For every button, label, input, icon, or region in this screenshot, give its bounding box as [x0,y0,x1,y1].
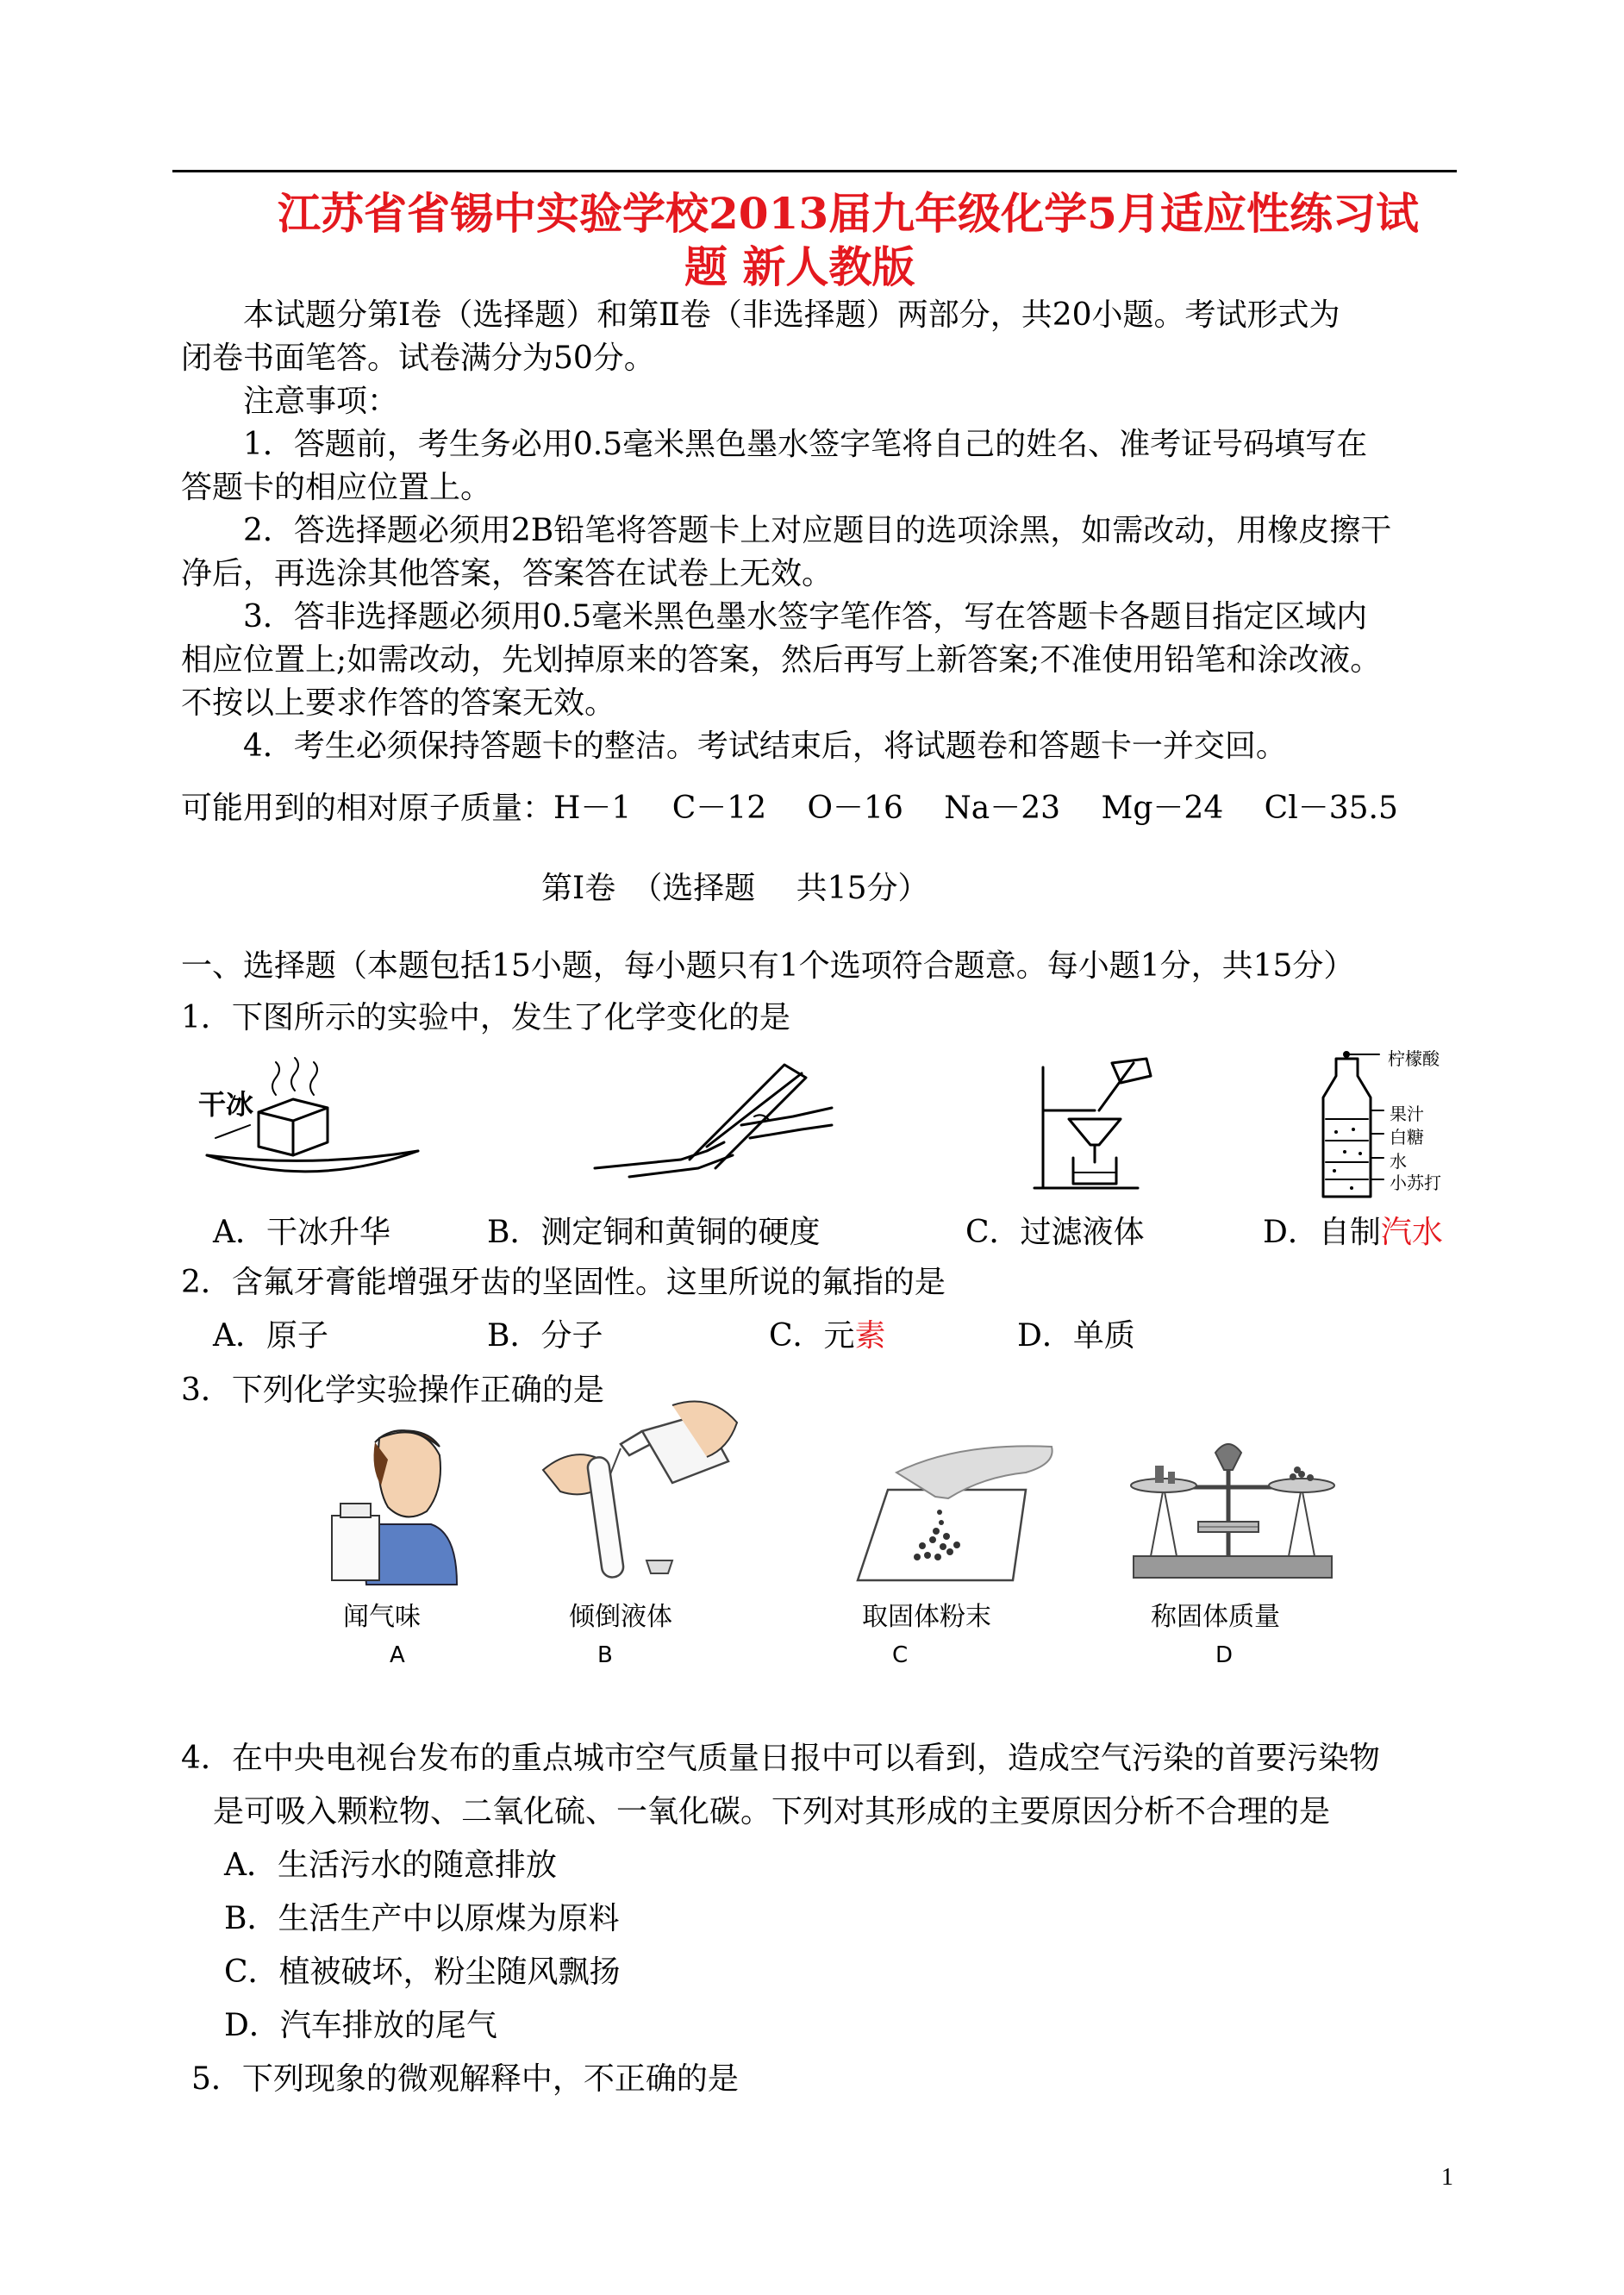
notice-title: 注意事项： [243,384,399,419]
q3-letter-d: D [1215,1642,1234,1668]
q2-option-c [769,1318,886,1354]
q2-option-b: B．分子 [487,1318,603,1354]
take-powder-icon [853,1438,1060,1585]
notice-2a: 2．答选择题必须用2B铅笔将答题卡上对应题目的选项涂黑，如需改动，用橡皮擦干 [243,513,1392,548]
q1-option-d-red: 汽水 [1380,1215,1443,1250]
q1-option-d [1263,1217,1443,1248]
doc-title-line1: 江苏省省锡中实验学校2013届九年级化学5月适应性练习试 [278,188,1419,239]
label-sugar: 白糖 [1390,1127,1424,1148]
section1-heading: 第Ⅰ卷 （选择题 共15分） [541,871,929,906]
q2-stem: 2．含氟牙膏能增强牙齿的坚固性。这里所说的氟指的是 [181,1265,946,1300]
q4-stem-line1: 4．在中央电视台发布的重点城市空气质量日报中可以看到，造成空气污染的首要污染物 [181,1741,1380,1776]
scratch-test-icon [578,1056,836,1194]
q3-letter-c: C [892,1642,909,1668]
soda-bottle-icon [1310,1050,1388,1205]
q4-stem-line2: 是可吸入颗粒物、二氧化硫、一氧化碳。下列对其形成的主要原因分析不合理的是 [213,1794,1331,1829]
q2-option-c-red: 素 [854,1318,886,1354]
q3-stem: 3．下列化学实验操作正确的是 [181,1373,604,1408]
q1-option-c: C．过滤液体 [965,1215,1145,1250]
label-juice: 果汁 [1390,1104,1424,1124]
smell-gas-person-icon [328,1421,465,1585]
notice-3b: 相应位置上;如需改动，先划掉原来的答案，然后再写上新答案;不准使用铅笔和涂改液。 [181,642,1382,678]
q2-option-a: A．原子 [213,1318,328,1354]
filtration-apparatus-icon [1017,1050,1155,1197]
header-rule [172,170,1457,172]
notice-1a: 1．答题前，考生务必用0.5毫米黑色墨水签字笔将自己的姓名、准考证号码填写在 [243,427,1368,462]
notice-3a: 3．答非选择题必须用0.5毫米黑色墨水签字笔作答，写在答题卡各题目指定区域内 [243,599,1368,635]
label-baking-soda: 小苏打 [1390,1173,1441,1193]
q1-stem: 1．下图所示的实验中，发生了化学变化的是 [181,1000,790,1035]
dry-ice-label: 干冰 [198,1088,254,1121]
q3-caption-d: 称固体质量 [1151,1602,1280,1632]
notice-4: 4．考生必须保持答题卡的整洁。考试结束后，将试题卷和答题卡一并交回。 [243,729,1287,764]
q1-option-b: B．测定铜和黄铜的硬度 [487,1215,821,1250]
notice-1b: 答题卡的相应位置上。 [181,470,492,505]
page-number: 1 [1441,2164,1453,2191]
q3-letter-b: B [597,1642,613,1668]
q3-letter-a: A [390,1642,405,1668]
label-water: 水 [1390,1151,1407,1172]
q2-option-c-prefix: C．元 [769,1318,855,1354]
dry-ice-sublimation-icon [198,1060,431,1190]
q4-option-d: D．汽车排放的尾气 [224,2008,497,2043]
intro-line1: 本试题分第Ⅰ卷（选择题）和第Ⅱ卷（非选择题）两部分，共20小题。考试形式为 [243,297,1340,333]
q4-option-b: B．生活生产中以原煤为原料 [224,1901,620,1936]
label-citric-acid: 柠檬酸 [1388,1048,1440,1069]
part1-title: 一、选择题（本题包括15小题，每小题只有1个选项符合题意。每小题1分，共15分） [181,948,1355,984]
q5-stem: 5．下列现象的微观解释中，不正确的是 [191,2061,739,2097]
q3-caption-b: 倾倒液体 [569,1602,672,1632]
q1-option-a: A．干冰升华 [213,1215,390,1250]
doc-title-line2: 题 新人教版 [684,241,915,292]
intro-line2: 闭卷书面笔答。试卷满分为50分。 [181,341,655,376]
atomic-masses: 可能用到的相对原子质量：H－1 C－12 O－16 Na－23 Mg－24 Cl－35.5 [181,791,1398,826]
balance-scale-icon [1121,1435,1345,1591]
pour-liquid-icon [534,1397,741,1586]
notice-3c: 不按以上要求作答的答案无效。 [181,685,616,721]
q4-option-c: C．植被破坏，粉尘随风飘扬 [224,1954,621,1990]
q3-caption-a: 闻气味 [343,1602,421,1632]
q1-option-d-prefix: D．自制 [1263,1215,1381,1250]
q2-option-d: D．单质 [1017,1318,1135,1354]
notice-2b: 净后，再选涂其他答案，答案答在试卷上无效。 [181,556,834,591]
q4-option-a: A．生活污水的随意排放 [224,1848,557,1883]
q3-caption-c: 取固体粉末 [862,1602,991,1632]
